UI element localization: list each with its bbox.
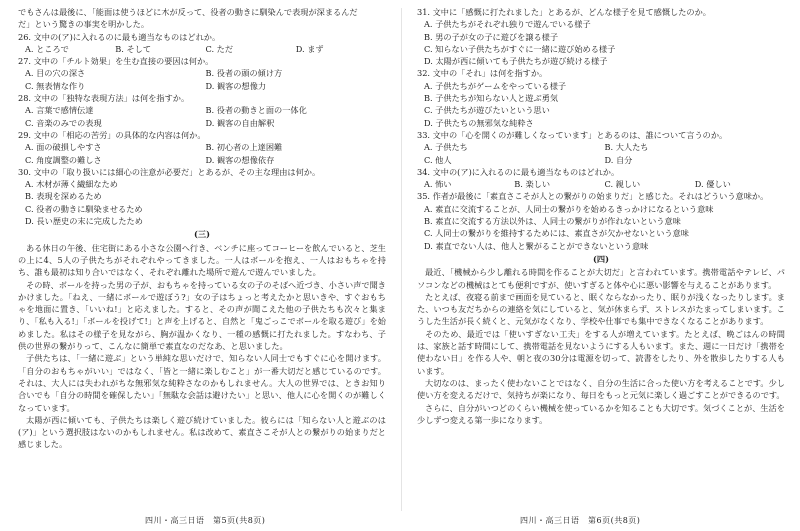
option-c: C. 音楽のみでの表現: [25, 117, 102, 128]
option-a: A. ところで: [25, 43, 69, 54]
option-b: B. 役者の頭の傾け方: [205, 68, 283, 79]
option-c: C. 人同士の繋がりを維持するためには、素直さが欠かせないという意味: [424, 228, 689, 239]
option-d: D. 素直でない人は、他人と繋がることができないという意味: [424, 240, 649, 251]
section-heading: (三): [194, 229, 210, 240]
answer-options: [18, 154, 386, 166]
question-35: [417, 190, 785, 251]
passage-paragraph: 太陽が西に傾いても、子供たちは楽しく遊び続けていました。彼らには「知らない人と遊ぶのは(ア)」という選択肢はないのかもしれません。私は改めて、素直さこそが人との繋がりの始まりだと感じました。: [18, 414, 386, 450]
section-heading: (四): [593, 253, 609, 264]
column-divider: [401, 8, 402, 511]
option-d: D. 子供たちの無邪気な純粋さ: [424, 117, 534, 128]
page-footer: 四川・高三日语 第5页(共8页): [145, 516, 266, 525]
question-stem: 28. 文中の「独特な表現方法」は何を指すか。: [18, 93, 190, 104]
option-d: D. 自分: [604, 154, 633, 165]
option-c: C. 知らない子供たちがすぐに一緒に遊び始める様子: [424, 43, 616, 54]
option-c: C. 親しい: [604, 179, 641, 190]
option-b: B. 表現を深めるため: [25, 191, 102, 202]
option-b: B. 楽しい: [514, 179, 551, 190]
page-footer: 四川・高三日语 第6页(共8页): [520, 516, 641, 525]
answer-options: [18, 117, 386, 129]
passage-paragraph: ある休日の午後、住宅街にある小さな公園へ行き、ベンチに座ってコーヒーを飲んでいると、芝生の上に4、5人の子供たちがそれぞれやってきました。一人はボールを抱え、一人はおもちゃを持ち、誰も最初は知り合いではなく、それぞれ離れた場所で遊んで遊んでいました。: [18, 242, 386, 278]
option-c: C. 子供たちが遊びたいという思い: [424, 105, 550, 116]
question-32: [417, 67, 785, 128]
right-column: [417, 6, 785, 426]
option-d: D. 太陽が西に傾いても子供たちが遊び続ける様子: [424, 56, 608, 67]
option-d: D. 長い歴史の末に完成したため: [25, 216, 143, 227]
passage-paragraph: 最近、「機械から少し離れる時間を作ることが大切だ」と言われています。携帯電話やテレビ、パソコンなどの機械はとても便利ですが、使いすぎると体や心に悪い影響を与えることがあります。: [417, 267, 785, 290]
passage-paragraph: 大切なのは、まったく使わないことではなく、自分の生活に合った使い方を考えることです。少し使い方を変えるだけで、気持ちが楽になり、毎日をもっと元気に楽しく過ごすことができるのです。: [417, 377, 785, 401]
option-a: A. 子供たちがゲームをやっている様子: [424, 80, 567, 91]
passage-paragraph: その時、ボールを持った男の子が、おもちゃを持っている女の子のそばへ近づき、小さい声で聞きかけました。「ねえ、一緒にボールで遊ぼう?」女の子はちょっと考えたかと思いきや、すぐおもちゃを地面に置き、「いいね!」と応えました。すると、その声が聞こえた他の子供たちも次々と集まり、「私も入る!」「ボールを投げて!」と声を上げると、自然と「鬼ごっこでボールを取る遊び」を始めました。私はその様子を見ながら、胸が温かくなり、一種の感慨に打たれました。すなわち、子供の世界の繋がりって、こんなに簡単で素直なのだなあ、と思いました。: [18, 279, 386, 352]
left-column: [18, 6, 386, 451]
passage-line: でもさんは最後に、「能面は使うほどに木が反って、役者の動きに馴染んで表現が深まるんだ: [18, 7, 358, 17]
option-d: D. 観客の想像力: [205, 80, 267, 91]
question-26: [18, 31, 386, 56]
answer-options: [18, 80, 386, 92]
option-c: C. ただ: [205, 43, 234, 54]
question-30: [18, 166, 386, 227]
option-a: A. 子供たちがそれぞれ独りで遊んでいる様子: [424, 19, 591, 30]
question-stem: 30. 文中の「取り扱いには細心の注意が必要だ」とあるが、その主な理由は何か。: [18, 166, 321, 177]
option-b: B. 大人たち: [604, 142, 649, 153]
option-a: A. 子供たち: [424, 142, 468, 153]
passage-paragraph: さらに、自分がいつどのくらい機械を使っているかを知ることも大切です。気づくことが、生活を少しずつ変える第一歩になります。: [417, 402, 785, 425]
option-c: C. 無表情な作り: [25, 80, 86, 91]
question-27: [18, 55, 386, 92]
option-a: A. 怖い: [424, 179, 452, 190]
option-d: D. 観客の自由解釈: [205, 117, 275, 128]
option-a: A. 木材が薄く繊細なため: [25, 179, 118, 190]
question-stem: 27. 文中の「チルト効果」を生む直接の要因は何か。: [18, 56, 214, 67]
option-c: C. 他人: [424, 154, 452, 165]
answer-options: [18, 43, 386, 55]
passage-paragraph: たとえば、夜寝る前まで画面を見ていると、眠くならなかったり、眠りが浅くなったりします。また、いつも友だちからの連絡を気にしていると、気が休まらず、ストレスがたまってしまいます。こうした生活が長く続くと、元気がなくなり、学校や仕事でも集中できなくなることがあります。: [417, 291, 785, 327]
passage-line: だ」という驚きの事実を明かした。: [18, 19, 150, 30]
answer-options: [417, 154, 785, 166]
option-b: B. そして: [115, 43, 152, 54]
question-stem: 34. 文中の(ア)に入れるのに最も適当なものはどれか。: [417, 166, 620, 177]
answer-options: [18, 67, 386, 79]
answer-options: [417, 178, 785, 190]
answer-options: [18, 104, 386, 116]
option-b: B. 役者の動きと面の一体化: [205, 105, 307, 116]
option-b: B. 男の子が女の子に遊びを譲る様子: [424, 31, 559, 42]
passage-paragraph: そのため、最近では「使いすぎない工夫」をする人が増えています。たとえば、晩ごはんの時間は、家族と話す時間にして、携帯電話を見ないようにする人もいます。また、週に一日だけ「携帯を使わない日」を作る人や、朝と夜の30分は電源を切って、読書をしたり、外を散歩したりする人もいます。: [417, 328, 785, 376]
option-c: C. 角度調整の難しさ: [25, 154, 102, 165]
question-31: [417, 6, 785, 67]
question-stem: 26. 文中の(ア)に入れるのに最も適当なものはどれか。: [18, 31, 221, 42]
option-d: D. 観客の想像依存: [205, 154, 275, 165]
question-stem: 35. 作者が最後に「素直さこそが人との繋がりの始まりだ」と感じた。それはどういう意味か。: [417, 191, 769, 202]
passage-paragraph: 子供たちは、「一緒に遊ぶ」という単純な思いだけで、知らない人同士でもすぐに心を開けます。「自分のおもちゃがいい」ではなく、「皆と一緒に楽しむこと」が一番大切だと感じているのです。それは、大人には失われがちな無邪気な純粋さなのかもしれません。大人の世界では、ときお知り合いでも「自分の時間を確保したい」「無駄な会話は避けたい」と思い、他人に心を開くのが難しくなっています。: [18, 353, 386, 413]
option-c: C. 役者の動きに馴染ませるため: [25, 203, 143, 214]
option-b: B. 素直に交流する方法以外は、人同士の繋がりが作れないという意味: [424, 216, 681, 227]
option-a: A. 素直に交流することが、人同士の繋がりを始めるきっかけになるという意味: [424, 203, 714, 214]
question-stem: 32. 文中の「それ」は何を指すか。: [417, 68, 548, 79]
question-stem: 33. 文中の「心を開くのが難しくなっています」とあるのは、誰について言うのか。: [417, 129, 728, 140]
question-33: [417, 129, 785, 166]
answer-options: [18, 141, 386, 153]
question-28: [18, 92, 386, 129]
question-stem: 29. 文中の「相応の苦労」の具体的な内容は何か。: [18, 129, 206, 140]
question-34: [417, 166, 785, 191]
question-29: [18, 129, 386, 166]
option-b: B. 子供たちが知らない人と遊ぶ勇気: [424, 93, 559, 104]
option-a: A. 言葉で感情伝達: [25, 105, 94, 116]
option-d: D. 優しい: [694, 179, 731, 190]
option-d: D. まず: [295, 43, 324, 54]
answer-options: [417, 141, 785, 153]
question-stem: 31. 文中に「感慨に打たれました」とあるが、どんな様子を見て感慨したのか。: [417, 7, 711, 17]
option-b: B. 初心者の上達困難: [205, 142, 283, 153]
option-a: A. 目の穴の深さ: [25, 68, 86, 79]
option-a: A. 面の破損しやすさ: [25, 142, 102, 153]
